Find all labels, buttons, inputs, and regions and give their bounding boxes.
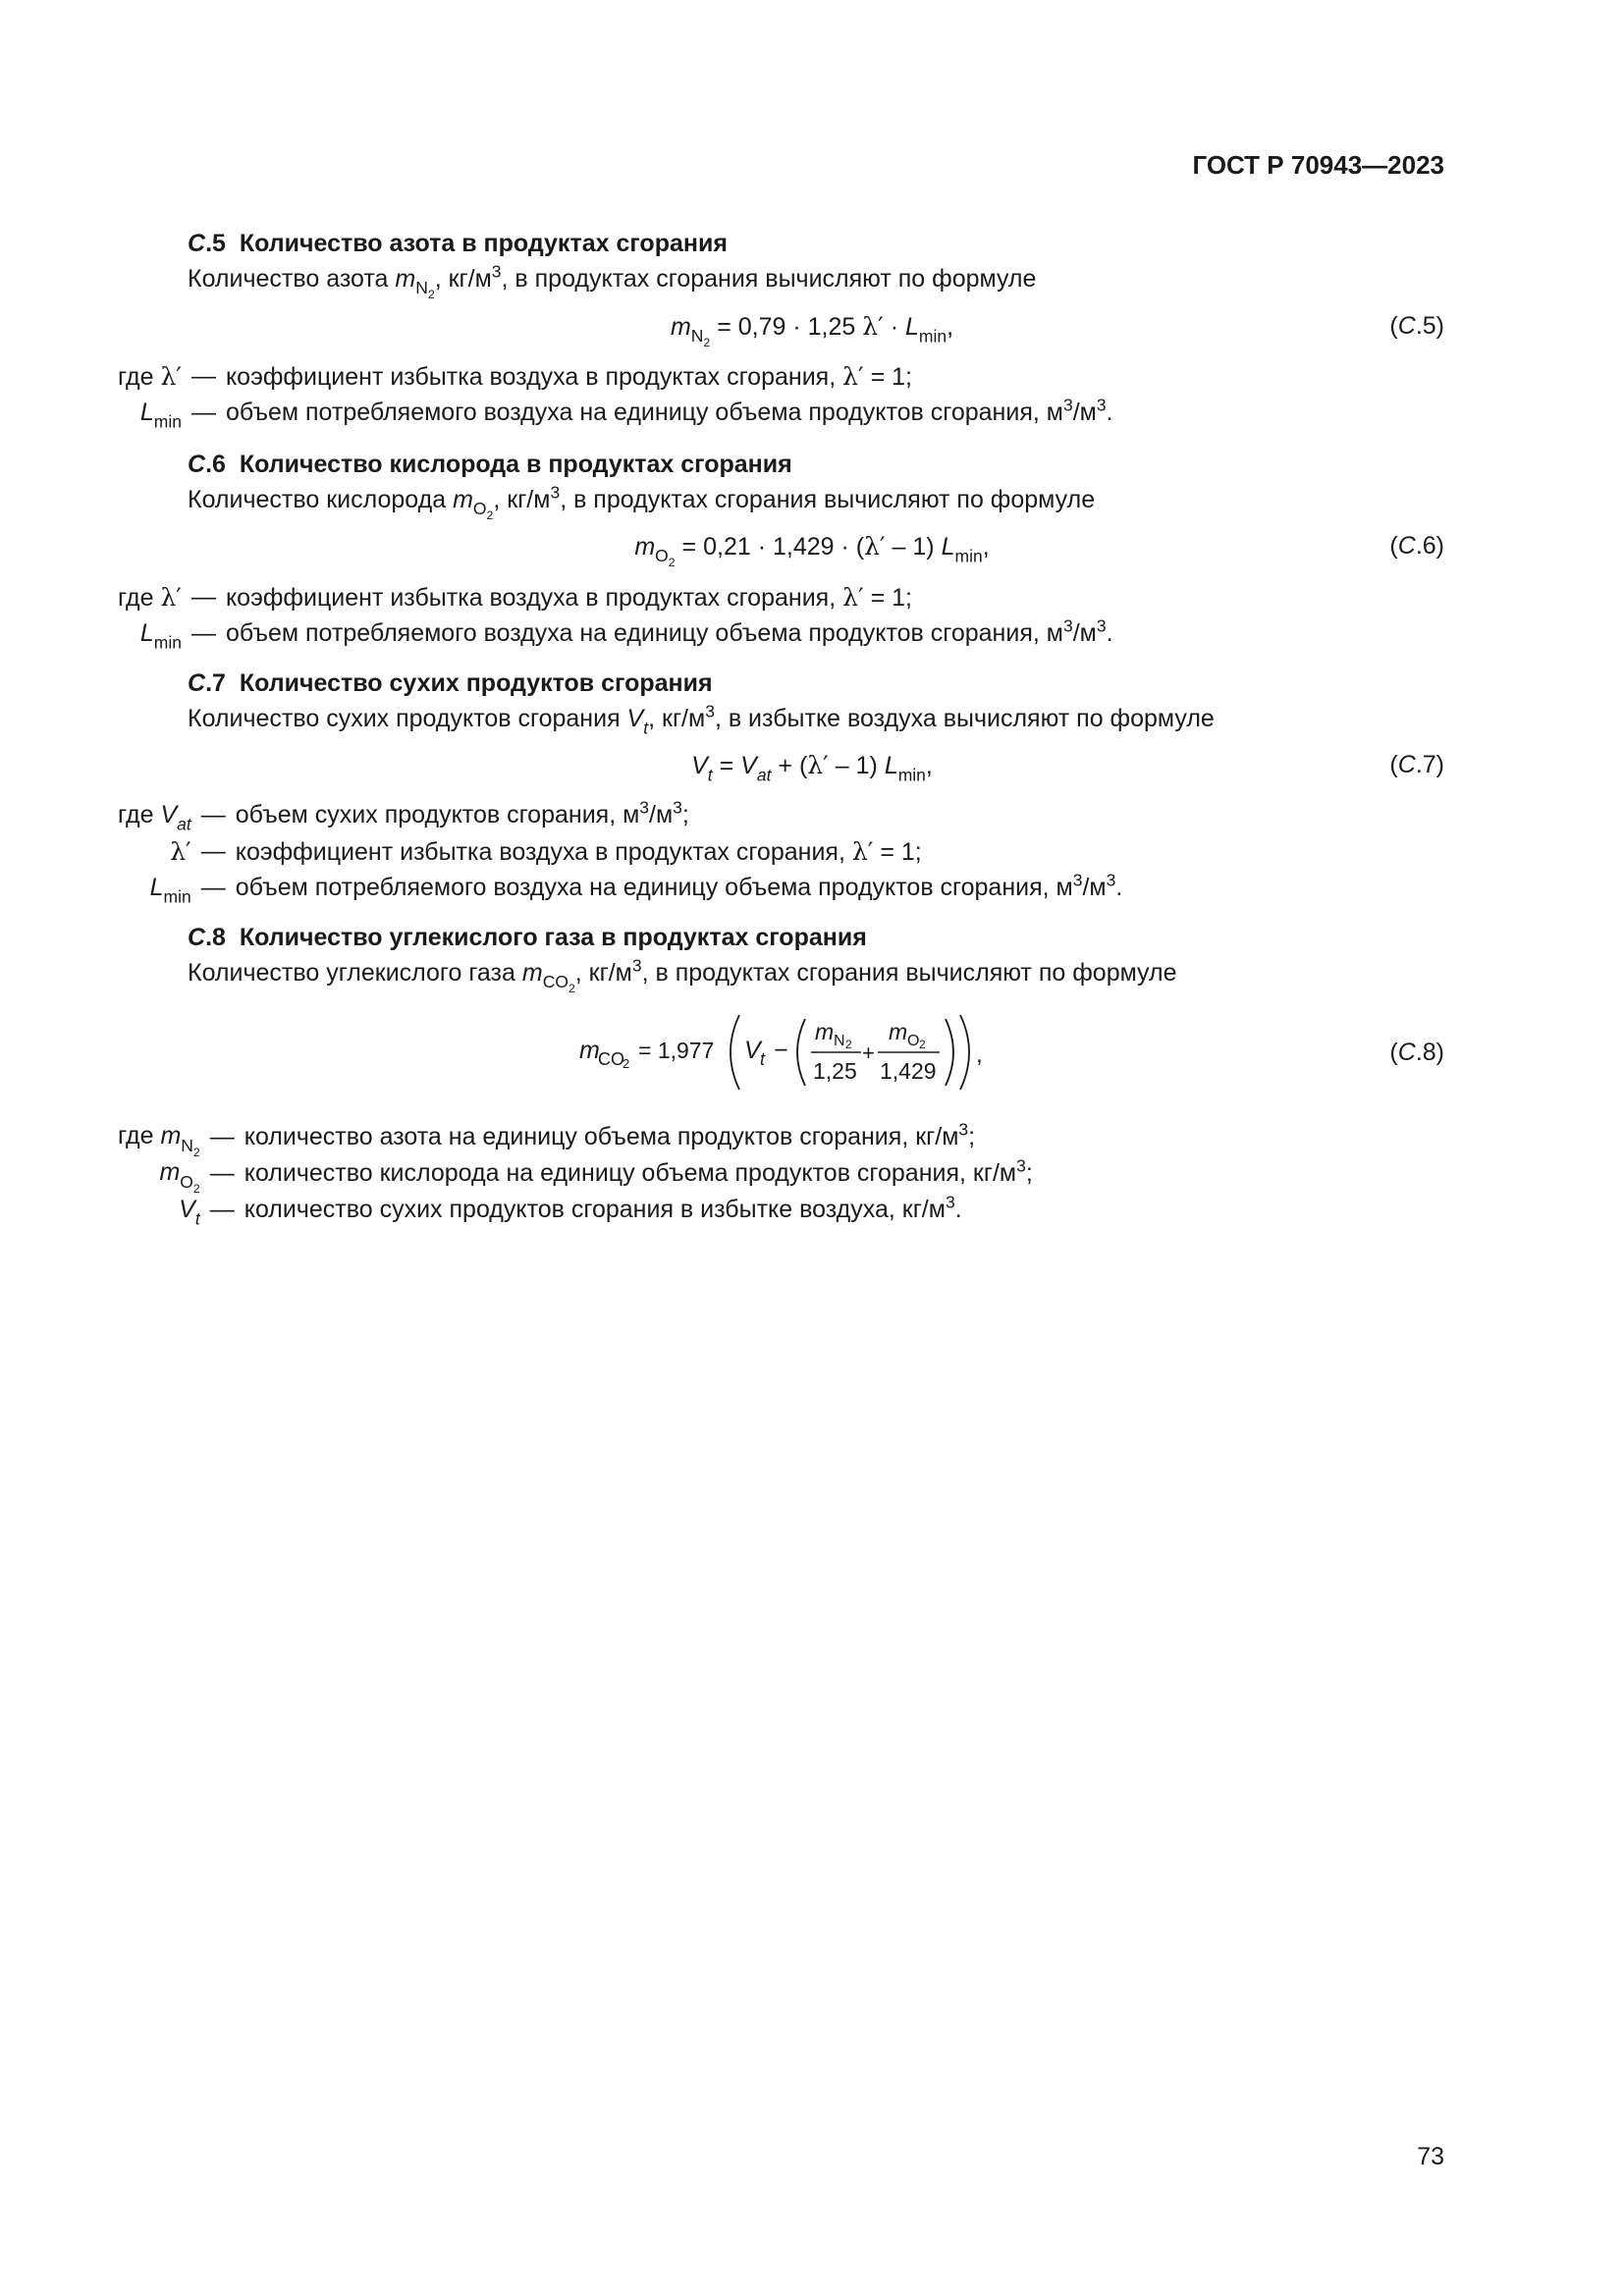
close-paren-outer [960, 1015, 969, 1090]
formula-c8 [579, 1003, 992, 1108]
where-row: λ′ — коэффициент избытка воздуха в продуктах сгорания, λ′ = 1; [170, 836, 922, 866]
svg-text:O: O [907, 1033, 920, 1049]
where-row: $L_{min}$ — объем потребляемого воздуха на единицу объема продуктов сгорания, $м^3/м^3$. [139, 615, 1113, 653]
section-c5-number: .5 [205, 230, 226, 257]
svg-text:N: N [834, 1033, 845, 1049]
where-list-c8 [118, 1119, 1033, 1228]
svg-text:CO: CO [598, 1049, 624, 1069]
unit-end: $/м^3$; [649, 797, 689, 828]
svg-text:V: V [744, 1037, 761, 1064]
svg-text:t: t [760, 1049, 766, 1069]
section-c8-letter: С [188, 924, 206, 951]
formula-c5: $m_{N_2} = 0,79 \cdot 1,25$ $\lambda' \cdot L_{min}$, [670, 312, 954, 350]
formula-c7: $V_t = V_{at} + (\lambda' - 1)$ $L_{min}$, [691, 751, 933, 785]
equation-number-c6: (С.6) [1389, 532, 1444, 560]
page-number: 73 [1417, 2143, 1444, 2170]
open-paren-outer [731, 1015, 739, 1090]
section-c5-letter: С [188, 230, 206, 257]
where-row: где $m_{N_2}$ — количество азота на единицу объема продуктов сгорания, $кг/м^3$; [118, 1119, 976, 1159]
section-c6-letter: С [188, 451, 206, 478]
standard-id-header: ГОСТ Р 70943—2023 [1192, 150, 1444, 180]
where-row: $V_t$ — количество сухих продуктов сгорания в избытке воздуха, $кг/м^3$. [179, 1192, 962, 1229]
svg-text:+: + [862, 1041, 875, 1065]
section-c6-number: .6 [205, 451, 226, 478]
svg-text:1,25: 1,25 [813, 1058, 857, 1084]
where-row: где λ′ — коэффициент избытка воздуха в продуктах сгорания, λ′ = 1; [118, 361, 912, 391]
equation-number-c7: (С.7) [1389, 751, 1444, 778]
unit-end: $/м^3$. [1072, 395, 1113, 426]
svg-text:,: , [976, 1041, 983, 1068]
section-c6-title: Количество кислорода в продуктах сгорания [239, 451, 792, 478]
section-c8-number: .8 [205, 924, 226, 951]
svg-text:m: m [815, 1019, 835, 1044]
section-c8-heading [188, 926, 867, 950]
equation-number-c8: (С.8) [1389, 1039, 1444, 1066]
where-row: $L_{min}$ — объем потребляемого воздуха на единицу объема продуктов сгорания, $м^3/м^3$. [139, 395, 1113, 432]
where-list-c5 [118, 358, 1113, 431]
section-c7-title: Количество сухих продуктов сгорания [239, 669, 713, 697]
where-row: $m_{O_2}$ — количество кислорода на единицу объема продуктов сгорания, $кг/м^3$; [159, 1155, 1033, 1196]
section-c8-title: Количество углекислого газа в продуктах сгорания [239, 924, 867, 951]
svg-text:−: − [774, 1037, 788, 1064]
section-c8-intro: Количество углекислого газа $m_{CO_2}$, $кг/м^3$, в продуктах сгорания вычисляют по формуле [188, 955, 1177, 996]
svg-text:2: 2 [845, 1038, 852, 1051]
section-c5-heading [188, 232, 728, 256]
formula-c8-coef: = 1,977 [638, 1038, 715, 1063]
section-c5-intro: Количество азота $m_{N_2}$, $кг/м^3$, в продуктах сгорания вычисляют по формуле [188, 261, 1037, 302]
where-list-c6 [118, 579, 1113, 652]
section-c7-number: .7 [205, 669, 226, 697]
section-c6-intro: Количество кислорода $m_{O_2}$, $кг/м^3$, в продуктах сгорания вычисляют по формуле [188, 482, 1096, 523]
unit-end: $/м^3$. [1072, 615, 1113, 647]
svg-text:2: 2 [623, 1056, 630, 1071]
open-paren-inner [797, 1019, 805, 1086]
section-c7-heading [188, 671, 713, 696]
svg-text:1,429: 1,429 [880, 1058, 937, 1084]
formula-c8-lhs: m [579, 1037, 600, 1064]
where-list-c7 [118, 797, 1122, 906]
svg-text:2: 2 [919, 1038, 926, 1051]
unit-end: $/м^3$. [1082, 870, 1123, 901]
formula-c6: $m_{O_2} = 0,21 \cdot 1,429 \cdot (\lambda' - 1)$ $L_{min}$, [634, 532, 990, 570]
close-paren-inner [946, 1019, 953, 1086]
svg-text:m: m [889, 1019, 908, 1044]
section-c7-intro: Количество сухих продуктов сгорания $V_t$, $кг/м^3$, в избытке воздуха вычисляют по формуле [188, 701, 1215, 738]
where-row: где $V_{at}$ — объем сухих продуктов сгорания, $м^3/м^3$; [118, 797, 689, 834]
section-c6-heading [188, 453, 792, 477]
where-row: $L_{min}$ — объем потребляемого воздуха на единицу объема продуктов сгорания, $м^3/м^3$. [149, 870, 1123, 907]
equation-number-c5: (С.5) [1389, 312, 1444, 340]
section-c7-letter: С [188, 669, 206, 697]
where-row: где λ′ — коэффициент избытка воздуха в продуктах сгорания, λ′ = 1; [118, 582, 912, 612]
section-c5-title: Количество азота в продуктах сгорания [239, 230, 728, 257]
formula-c8-svg [579, 1003, 992, 1101]
